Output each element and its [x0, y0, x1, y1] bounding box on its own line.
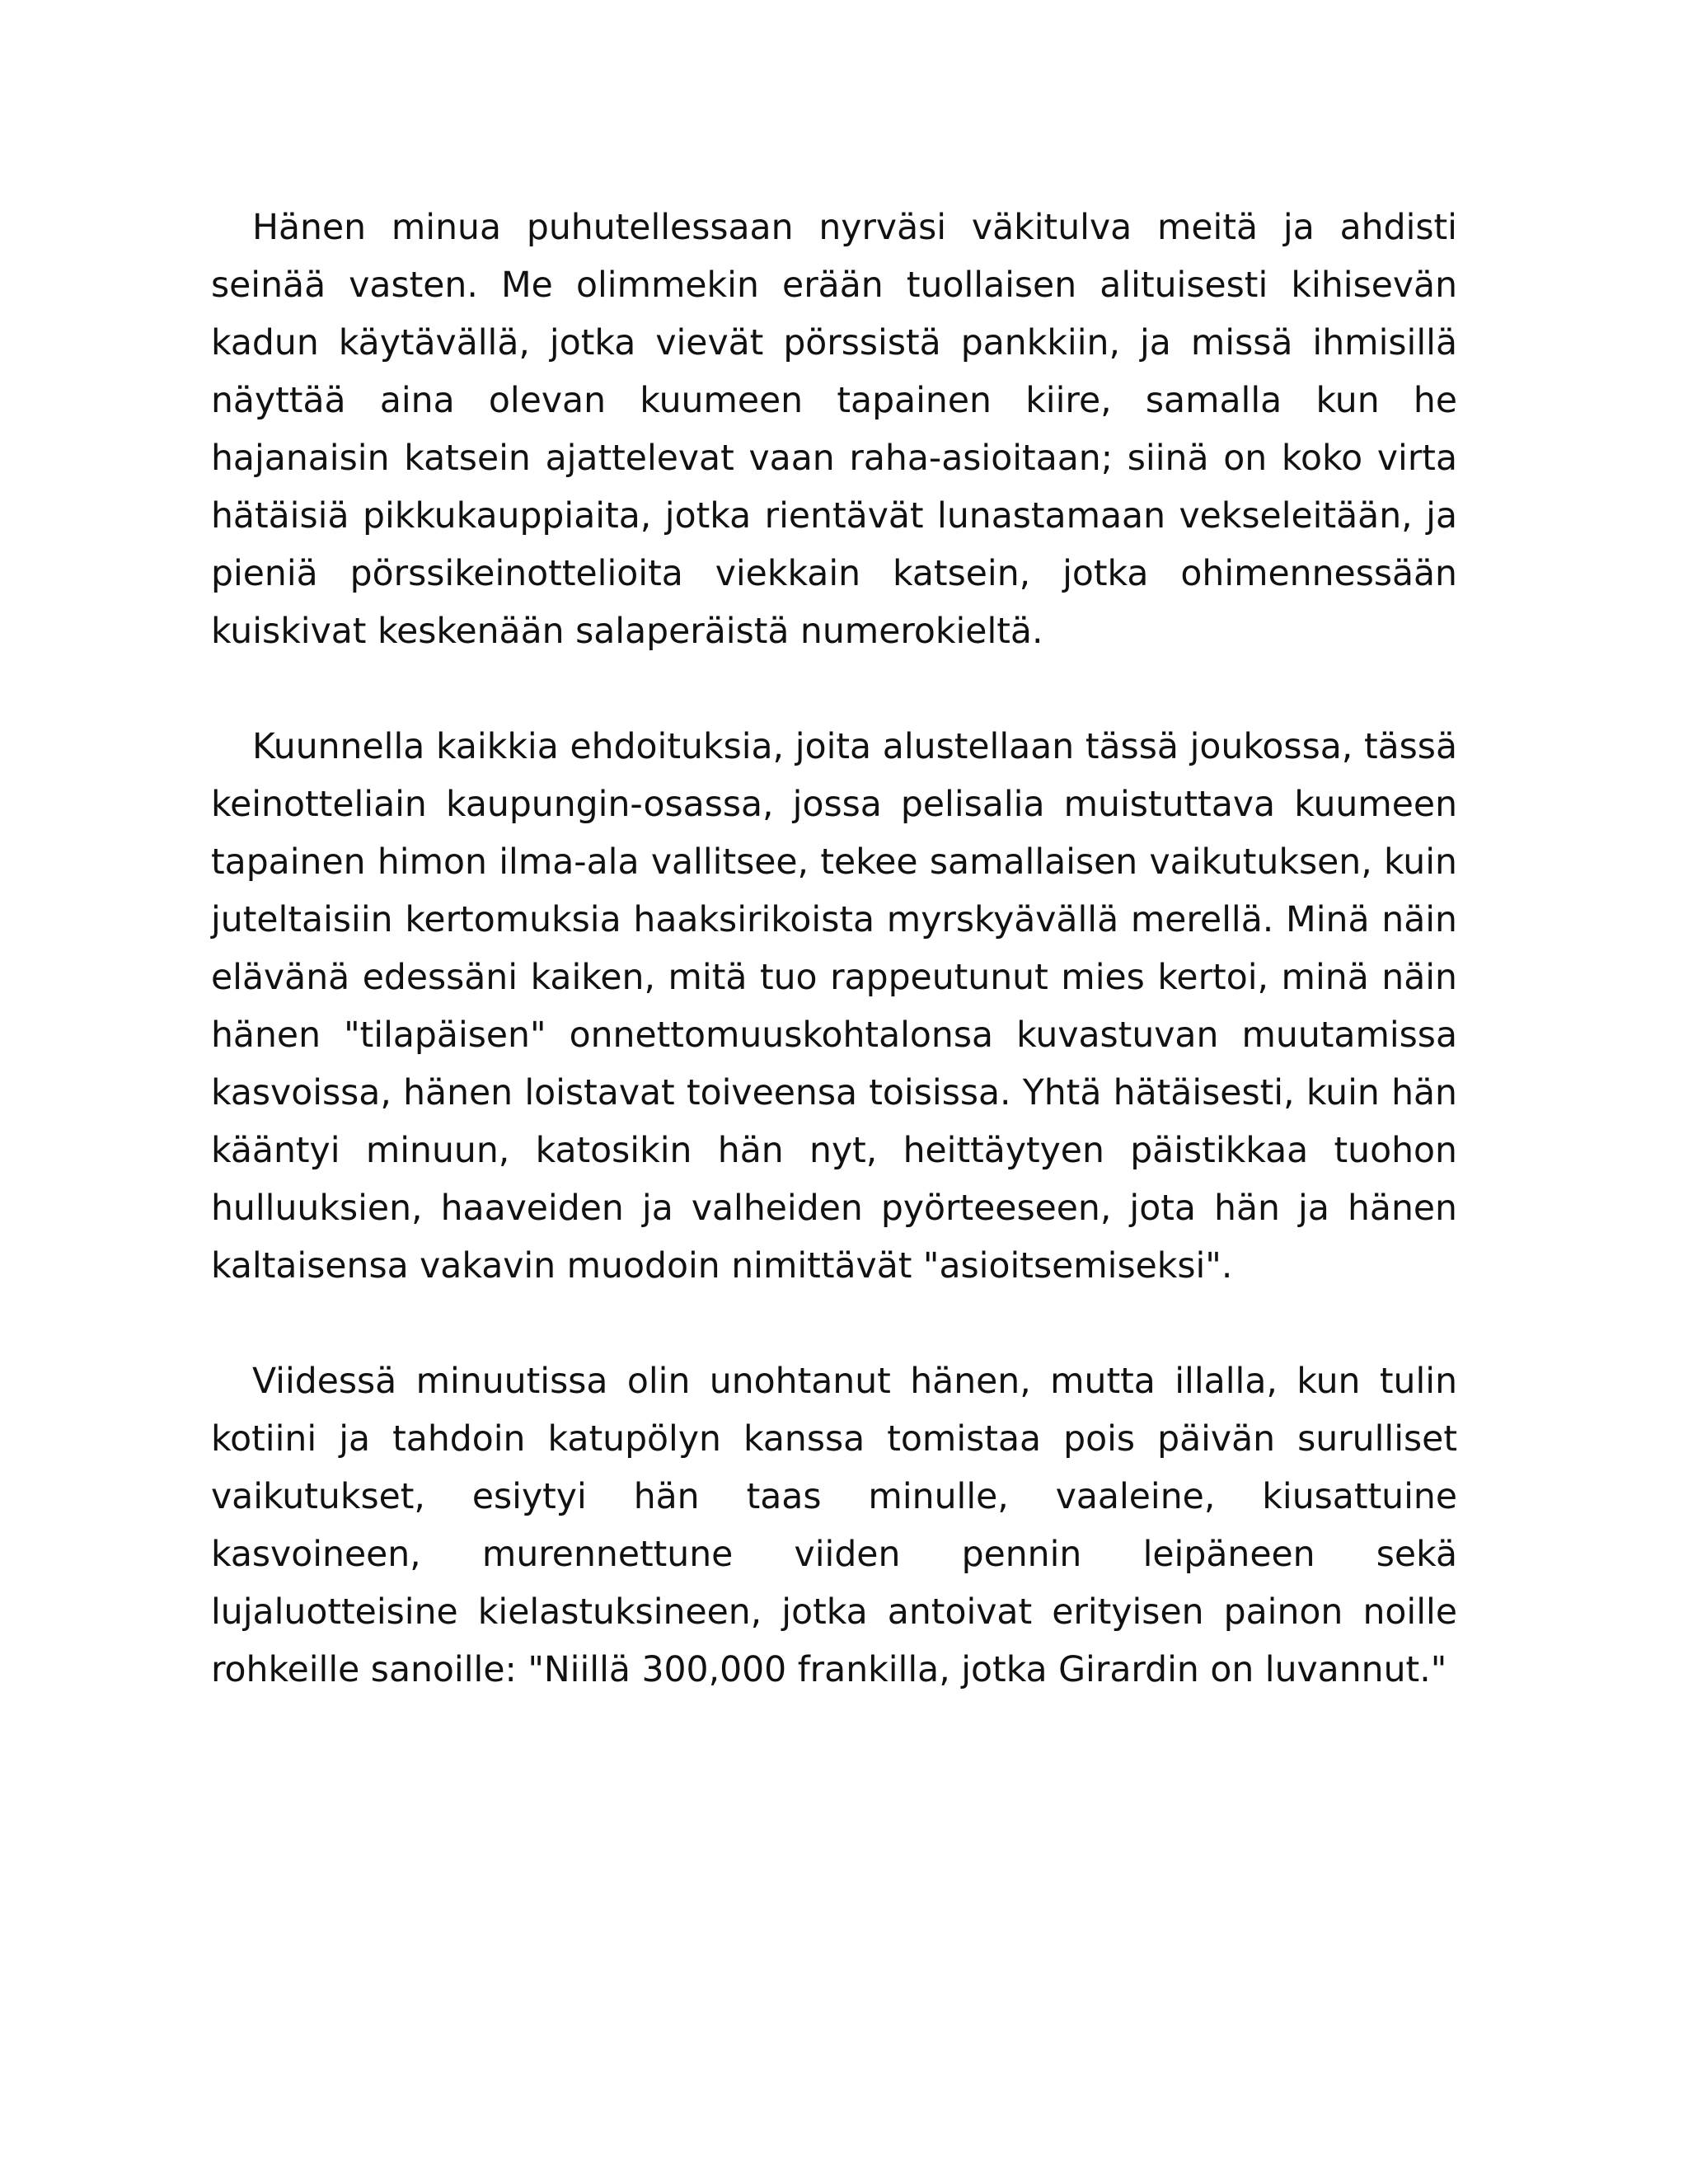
body-text [211, 199, 1457, 1757]
paragraph-2: Kuunnella kaikkia ehdoituksia, joita alustellaan tässä joukossa, tässä keinotteliain kaupungin-osassa, jossa pelisalia muistuttava kuumeen tapainen himon ilma-ala vallitsee, tekee samallaisen vaikutuksen, kuin juteltaisiin kertomuksia haaksirikoista myrskyävällä merellä. Minä näin elävänä edessäni kaiken, mitä tuo rappeutunut mies kertoi, minä näin hänen "tilapäisen" onnettomuuskohtalonsa kuvastuvan muutamissa kasvoissa, hänen loistavat toiveensa toisissa. Yhtä hätäisesti, kuin hän kääntyi minuun, katosikin hän nyt, heittäytyen päistikkaa tuohon hulluuksien, haaveiden ja valheiden pyörteeseen, jota hän ja hänen kaltaisensa vakavin muodoin nimittävät "asioitsemiseksi". [211, 727, 1457, 1286]
paragraph-3: Viidessä minuutissa olin unohtanut hänen, mutta illalla, kun tulin kotiini ja tahdoin katupölyn kanssa tomistaa pois päivän surulliset vaikutukset, esiytyi hän taas minulle, vaaleine, kiusattuine kasvoineen, murennettune viiden pennin leipäneen sekä lujaluotteisine kielastuksineen, jotka antoivat erityisen painon noille rohkeille sanoille: "Niillä 300,000 frankilla, jotka Girardin on luvannut." [211, 1361, 1457, 1690]
paragraph-1: Hänen minua puhutellessaan nyrväsi väkitulva meitä ja ahdisti seinää vasten. Me olimmekin erään tuollaisen alituisesti kihisevän kadun käytävällä, jotka vievät pörssistä pankkiin, ja missä ihmisillä näyttää aina olevan kuumeen tapainen kiire, samalla kun he hajanaisin katsein ajattelevat vaan raha-asioitaan; siinä on koko virta hätäisiä pikkukauppiaita, jotka rientävät lunastamaan vekseleitään, ja pieniä pörssikeinottelioita viekkain katsein, jotka ohimennessään kuiskivat keskenään salaperäistä numerokieltä. [211, 208, 1457, 652]
